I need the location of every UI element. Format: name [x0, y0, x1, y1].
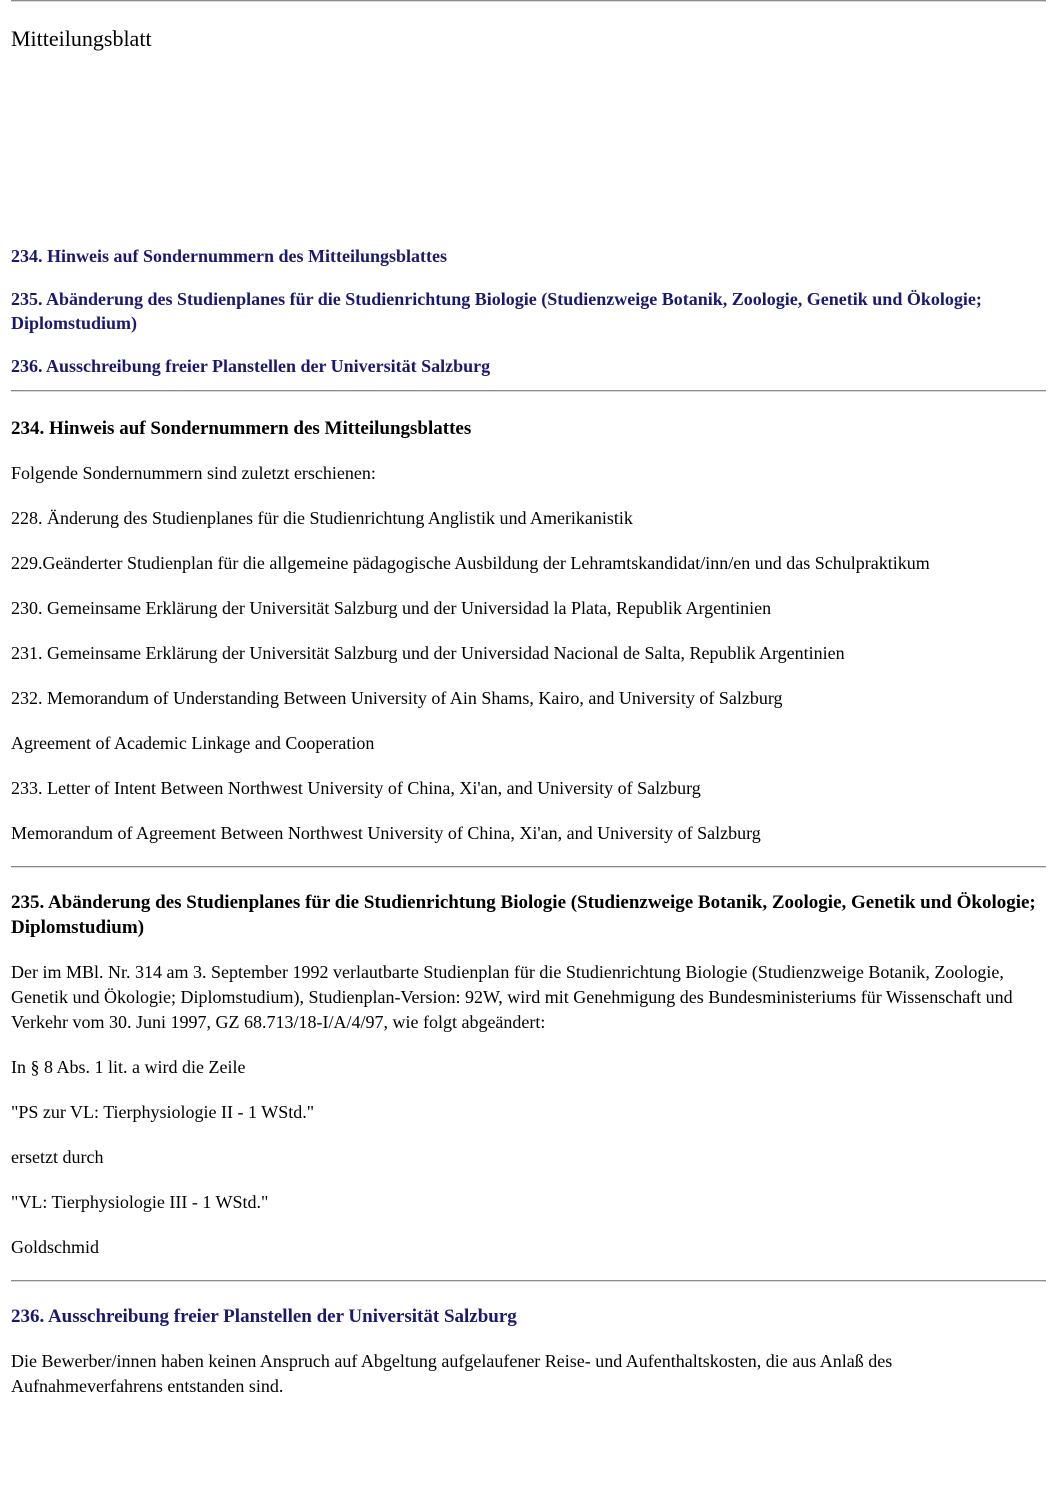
- paragraph-paragraph8: In § 8 Abs. 1 lit. a wird die Zeile: [11, 1057, 246, 1077]
- toc-link-234[interactable]: 234. Hinweis auf Sondernummern des Mitteilungsblattes: [11, 246, 448, 266]
- paragraph-agreement: Agreement of Academic Linkage and Cooperation: [11, 733, 375, 753]
- section-divider-3: [11, 1280, 1046, 1282]
- section-divider-1: [11, 390, 1046, 392]
- section-234: [11, 416, 1046, 846]
- paragraph-230: 230. Gemeinsame Erklärung der Universität Salzburg und der Universidad la Plata, Republik Argentinien: [11, 598, 772, 618]
- toc-link-235[interactable]: 235. Abänderung des Studienplanes für die Studienrichtung Biologie (Studienzweige Botanik, Zoologie, Genetik und Ökologie; Diplomstudium): [11, 289, 982, 333]
- section-235: [11, 890, 1046, 1260]
- page-title: Mitteilungsblatt: [11, 26, 152, 51]
- paragraph-231: 231. Gemeinsame Erklärung der Universität Salzburg und der Universidad Nacional de Salta, Republik Argentinien: [11, 643, 845, 663]
- paragraph-studienplan: Der im MBl. Nr. 314 am 3. September 1992 verlautbarte Studienplan für die Studienrichtung Biologie (Studienzweige Botanik, Zoologie, Genetik und Ökologie; Diplomstudium), Studienplan-Version: 92W, wird mit Genehmigung des Bundesministeriums für Wissenschaft und Verkehr vom 30. Juni 1997, GZ 68.713/18-I/A/4/97, wie folgt abgeändert:: [11, 962, 1013, 1032]
- paragraph-vl-tierphysiologie: "VL: Tierphysiologie III - 1 WStd.": [11, 1192, 269, 1212]
- paragraph-bewerber: Die Bewerber/innen haben keinen Anspruch auf Abgeltung aufgelaufener Reise- und Aufenthaltskosten, die aus Anlaß des Aufnahmeverfahrens entstanden sind.: [11, 1351, 893, 1396]
- section-divider-2: [11, 866, 1046, 868]
- paragraph-ps-zur-vl: "PS zur VL: Tierphysiologie II - 1 WStd.": [11, 1102, 315, 1122]
- paragraph-229: 229.Geänderter Studienplan für die allgemeine pädagogische Ausbildung der Lehramtskandidat/inn/en und das Schulpraktikum: [11, 553, 930, 573]
- section-236: [11, 1304, 1046, 1399]
- paragraph-228: 228. Änderung des Studienplanes für die Studienrichtung Anglistik und Amerikanistik: [11, 508, 633, 528]
- paragraph-233: 233. Letter of Intent Between Northwest University of China, Xi'an, and University of Salzburg: [11, 778, 701, 798]
- paragraph-232: 232. Memorandum of Understanding Between University of Ain Shams, Kairo, and University of Salzburg: [11, 688, 783, 708]
- paragraph-folgende: Folgende Sondernummern sind zuletzt erschienen:: [11, 463, 376, 483]
- section-236-heading-link[interactable]: 236. Ausschreibung freier Planstellen der Universität Salzburg: [11, 1306, 517, 1327]
- paragraph-memorandum: Memorandum of Agreement Between Northwest University of China, Xi'an, and University of Salzburg: [11, 823, 761, 843]
- top-divider: [11, 0, 1046, 2]
- paragraph-goldschmid: Goldschmid: [11, 1237, 99, 1257]
- toc-link-236[interactable]: 236. Ausschreibung freier Planstellen der Universität Salzburg: [11, 356, 491, 376]
- table-of-contents: [11, 244, 1046, 378]
- section-235-heading: 235. Abänderung des Studienplanes für die Studienrichtung Biologie (Studienzweige Botanik, Zoologie, Genetik und Ökologie; Diplomstudium): [11, 892, 1036, 938]
- section-234-heading: 234. Hinweis auf Sondernummern des Mitteilungsblattes: [11, 418, 472, 439]
- paragraph-ersetzt-durch: ersetzt durch: [11, 1147, 104, 1167]
